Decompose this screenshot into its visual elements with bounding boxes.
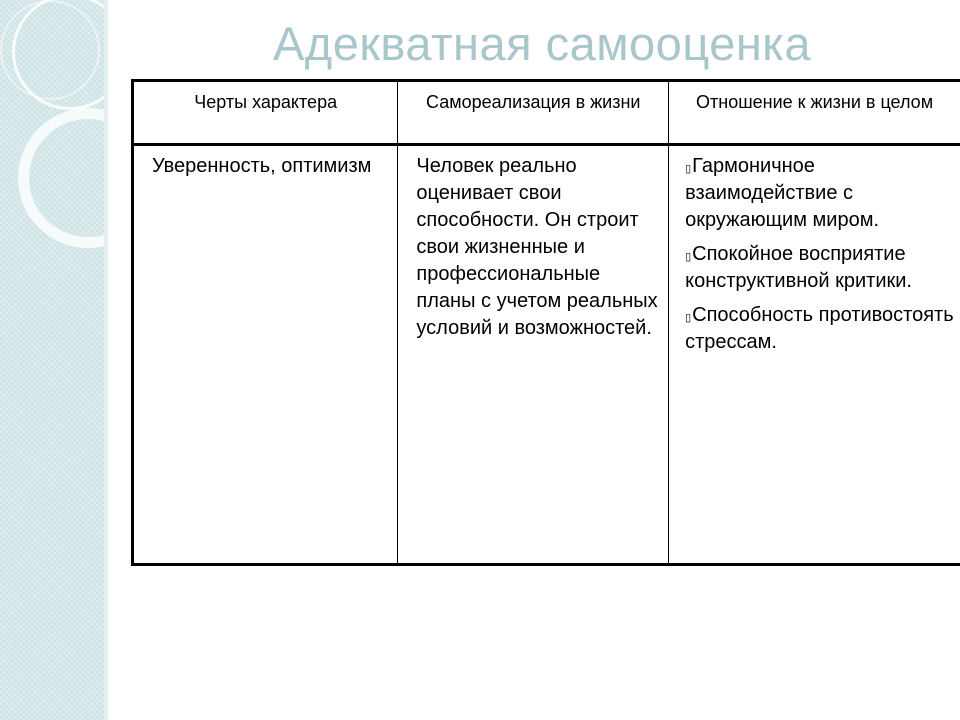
characteristics-table [131,79,960,566]
list-item-text: Гармоничное взаимодействие с окружающим миром. [685,155,879,231]
bullet-icon: ▯ [685,163,692,175]
decorative-ring [18,108,104,248]
list-item [685,153,956,234]
header-self-realization: Самореализация в жизни [398,81,669,145]
table-header-row [133,81,960,145]
cell-traits: Уверенность, оптимизм [133,145,398,565]
side-strip-edge [104,0,108,720]
list-item-text: Способность противостоять стрессам. [685,304,954,353]
decorative-side-strip [0,0,104,720]
bullet-icon: ▯ [685,251,692,263]
list-item [685,241,956,295]
cell-self-realization: Человек реально оценивает свои способности. Он строит свои жизненные и профессиональные планы с учетом реальных условий и возможностей. [398,145,669,565]
cell-attitude [669,145,960,565]
list-item [685,302,956,356]
slide-title: Адекватная самооценка [272,17,812,70]
table-row [133,145,960,565]
attitude-list [685,153,956,356]
header-traits: Черты характера [133,81,398,145]
header-attitude: Отношение к жизни в целом [669,81,960,145]
bullet-icon: ▯ [685,312,692,324]
list-item-text: Спокойное восприятие конструктивной критики. [685,243,912,292]
